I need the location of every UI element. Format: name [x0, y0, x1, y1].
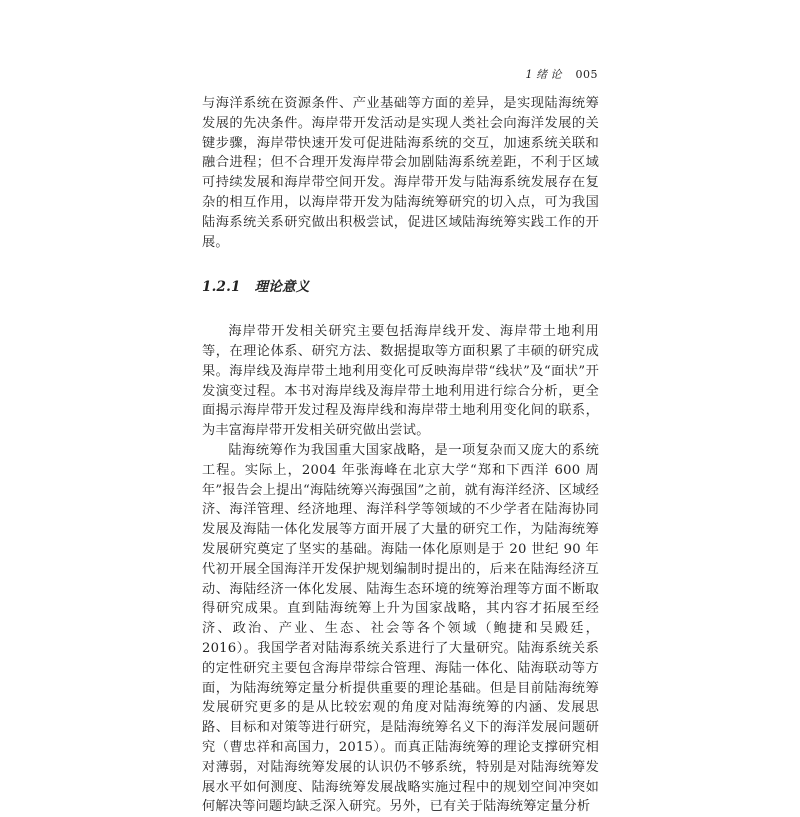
intro-paragraph: 与海洋系统在资源条件、产业基础等方面的差异，是实现陆海统筹发展的先决条件。海岸带开发活动是实现人类社会向海洋发展的关键步骤，海岸带快速开发可促进陆海系统的交互，加速系统关联和融合进程；但不合理开发海岸带会加剧陆海系统差距，不利于区域可持续发展和海岸带空间开发。海岸带开发与陆海系统发展存在复杂的相互作用，以海岸带开发为陆海统筹研究的切入点，可为我国陆海系统关系研究做出积极尝试，促进区域陆海统筹实践工作的开展。 — [202, 96, 599, 250]
paragraph: 海岸带开发相关研究主要包括海岸线开发、海岸带土地利用等，在理论体系、研究方法、数据提取等方面积累了丰硕的研究成果。海岸线及海岸带土地利用变化可反映海岸带“线状”及“面状”开发演变过程。本书对海岸线及海岸带土地利用进行综合分析，更全面揭示海岸带开发过程及海岸线和海岸带土地利用变化间的联系，为丰富海岸带开发相关研究做出尝试。 — [202, 324, 599, 439]
body-text — [202, 94, 599, 817]
chapter-label: 1 绪 论 — [525, 68, 562, 81]
section-number: 1.2.1 — [202, 279, 241, 296]
section-heading — [202, 278, 599, 298]
section-title: 理论意义 — [254, 279, 310, 296]
paragraph: 陆海统筹作为我国重大国家战略，是一项复杂而又庞大的系统工程。实际上，2004 年张海峰在北京大学“郑和下西洋 600 周年”报告会上提出“海陆统筹兴海强国”之前，就有海洋经济、区域经济、海洋管理、经济地理、海洋科学等领域的不少学者在陆海协同发展及海陆一体化发展等方面开展了大量的研究工作，为陆海统筹发展研究奠定了坚实的基础。海陆一体化原则是于 20 世纪 90 年代初开展全国海洋开发保护规划编制时提出的，后来在陆海经济互动、海陆经济一体化发展、陆海生态环境的统筹治理等方面不断取得研究成果。直到陆海统筹上升为国家战略，其内容才拓展至经济、政治、产业、生态、社会等各个领域（鲍捷和吴殿廷，2016）。我国学者对陆海系统关系进行了大量研究。陆海系统关系的定性研究主要包含海岸带综合管理、海陆一体化、陆海联动等方面，为陆海统筹定量分析提供重要的理论基础。但是目前陆海统筹发展研究更多的是从比较宏观的角度对陆海统筹的内涵、发展思路、目标和对策等进行研究，是陆海统筹名义下的海洋发展问题研究（曹忠祥和高国力，2015）。而真正陆海统筹的理论支撑研究相对薄弱，对陆海统筹发展的认识仍不够系统，特别是对陆海统筹发展水平如何测度、陆海统筹发展战略实施过程中的规划空间冲突如何解决等问题均缺乏深入研究。另外，已有关于陆海统筹定量分析 — [202, 442, 599, 815]
page-number: 005 — [575, 68, 598, 81]
running-header — [526, 66, 599, 82]
